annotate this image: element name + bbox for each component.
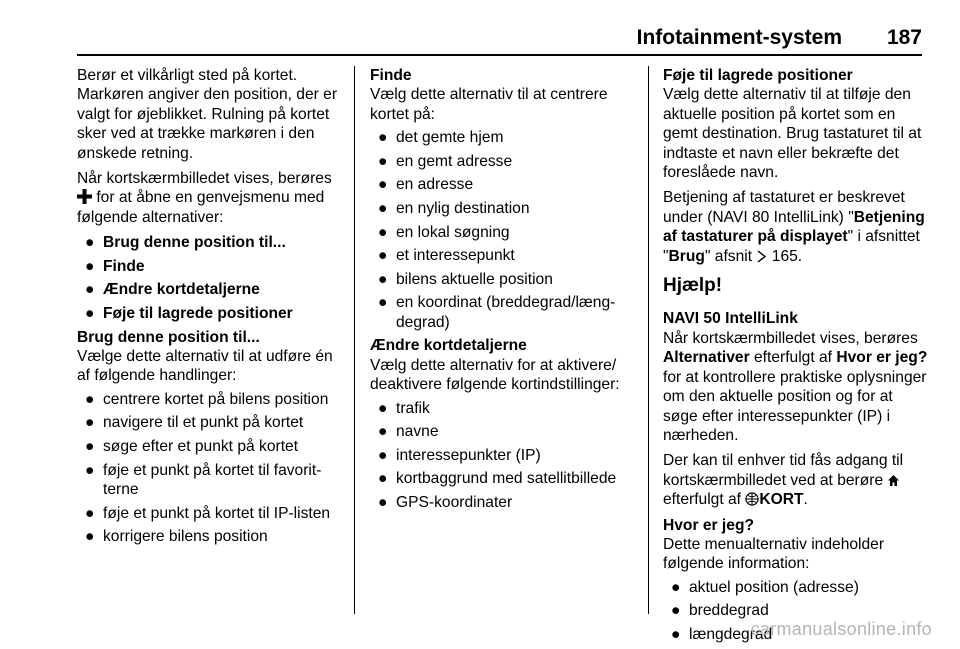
- section-text: Vælg dette alternativ til at centrere kortet på:: [370, 86, 608, 123]
- paragraph: Betjening af tastaturet er beskrevet under (NAVI 80 IntelliLink) "Betjening af tastaturer på displayet" i afsnittet "Brug" afsnit 165.: [663, 189, 925, 265]
- paragraph: Der kan til enhver tid fås adgang til kortskærmbilledet ved at berøre efterfulgt af KORT.: [663, 452, 904, 509]
- list-item: ● længdegrad: [671, 625, 773, 643]
- list-item: ● aktuel position (adresse): [671, 578, 859, 596]
- list-item: ● navigere til et punkt på kortet: [85, 414, 304, 432]
- list-item: ● Føje til lagrede positioner: [85, 305, 293, 323]
- page-reference-icon: [756, 247, 767, 266]
- paragraph: Når kortskærmbilledet vises, berøres Alternativer efterfulgt af Hvor er jeg? for at kontrollere praktiske oplysninger om den aktuelle position og for at søge efter interessepunkter (IP) i nærheden.: [663, 329, 928, 444]
- section-title: Brug denne position til...: [77, 328, 260, 346]
- section-title: Føje til lagrede positioner: [663, 67, 853, 84]
- column-divider: [648, 66, 649, 614]
- list-item: ● trafik: [378, 399, 430, 417]
- column-2: [370, 66, 632, 517]
- list-item: ● et interessepunkt: [378, 247, 515, 265]
- list-item: ● Brug denne position til...: [85, 234, 286, 252]
- list-item: ● en lokal søgning: [378, 223, 510, 241]
- list-item: ● en koordinat (breddegrad/længdegrad): [378, 294, 616, 331]
- list-item: ● GPS-koordinater: [378, 493, 513, 511]
- list-item: ● en gemt adresse: [378, 152, 513, 170]
- page-number: 187: [886, 26, 922, 49]
- list-item: ● føje et punkt på kortet til favoritterne: [85, 461, 322, 499]
- section-title: NAVI 50 IntelliLink: [663, 310, 798, 328]
- paragraph: [77, 169, 349, 227]
- list-item: ● kortbaggrund med satellitbillede: [378, 470, 617, 488]
- section-title: Hvor er jeg?: [663, 516, 754, 534]
- watermark: carmanualsonline.info: [750, 619, 932, 639]
- section-text: Vælge dette alternativ til at udføre én af følgende handlinger:: [77, 348, 333, 385]
- section-text: Dette menualternativ indeholder følgende information:: [663, 535, 885, 573]
- page-reference[interactable]: 165.: [771, 247, 803, 265]
- settings-list: [370, 399, 632, 513]
- column-1: [77, 66, 349, 551]
- action-list: [77, 390, 349, 547]
- centre-list: [370, 128, 632, 332]
- column-divider: [354, 66, 355, 614]
- plus-icon: [77, 188, 92, 207]
- home-icon: [887, 471, 900, 490]
- list-item: ● bilens aktuelle position: [378, 270, 553, 288]
- page-title: Infotainment-system: [636, 26, 842, 49]
- list-item: ● navne: [378, 423, 439, 441]
- list-item: ● søge efter et punkt på kortet: [85, 438, 299, 456]
- list-item: ● korrigere bilens position: [85, 528, 268, 546]
- page-header: [77, 20, 922, 56]
- list-item: ● en adresse: [378, 176, 474, 194]
- text: for at åbne en genvejsmenu med følgende alternativer:: [77, 189, 325, 226]
- section-title: Finde: [370, 67, 412, 84]
- section-text: Vælg dette alternativ til at tilføje den aktuelle position på kortet som en gemt destination. Brug tastaturet til at indtaste et navn eller bekræfte det foreslåede navn.: [663, 86, 922, 182]
- list-item: ● interessepunkter (IP): [378, 446, 541, 464]
- section-text: Vælg dette alternativ for at aktivere/ deaktivere følgende kortindstillinger:: [370, 356, 620, 394]
- list-item: ● Ændre kortdetaljerne: [85, 281, 260, 299]
- menu-list: [77, 233, 349, 323]
- column-3: [663, 66, 928, 649]
- list-item: ● Finde: [85, 257, 145, 275]
- list-item: ● føje et punkt på kortet til IP-listen: [85, 504, 331, 522]
- section-title: Ændre kortdetaljerne: [370, 337, 527, 355]
- list-item: ● centrere kortet på bilens position: [85, 390, 329, 408]
- paragraph: Berør et vilkårligt sted på kortet. Markøren angiver den position, der er valgt for øjeblikket. Rulning på kortet sker ved at trække markøren i den ønskede retning.: [77, 67, 338, 162]
- heading: Hjælp!: [663, 275, 723, 297]
- map-icon: [745, 490, 759, 509]
- list-item: ● en nylig destination: [378, 200, 530, 217]
- list-item: ● det gemte hjem: [378, 129, 504, 147]
- cross-reference[interactable]: Betjening af tastaturer på displayet: [663, 208, 925, 246]
- list-item: ● breddegrad: [671, 602, 769, 620]
- text: Når kortskærmbilledet vises, berøres: [77, 170, 332, 188]
